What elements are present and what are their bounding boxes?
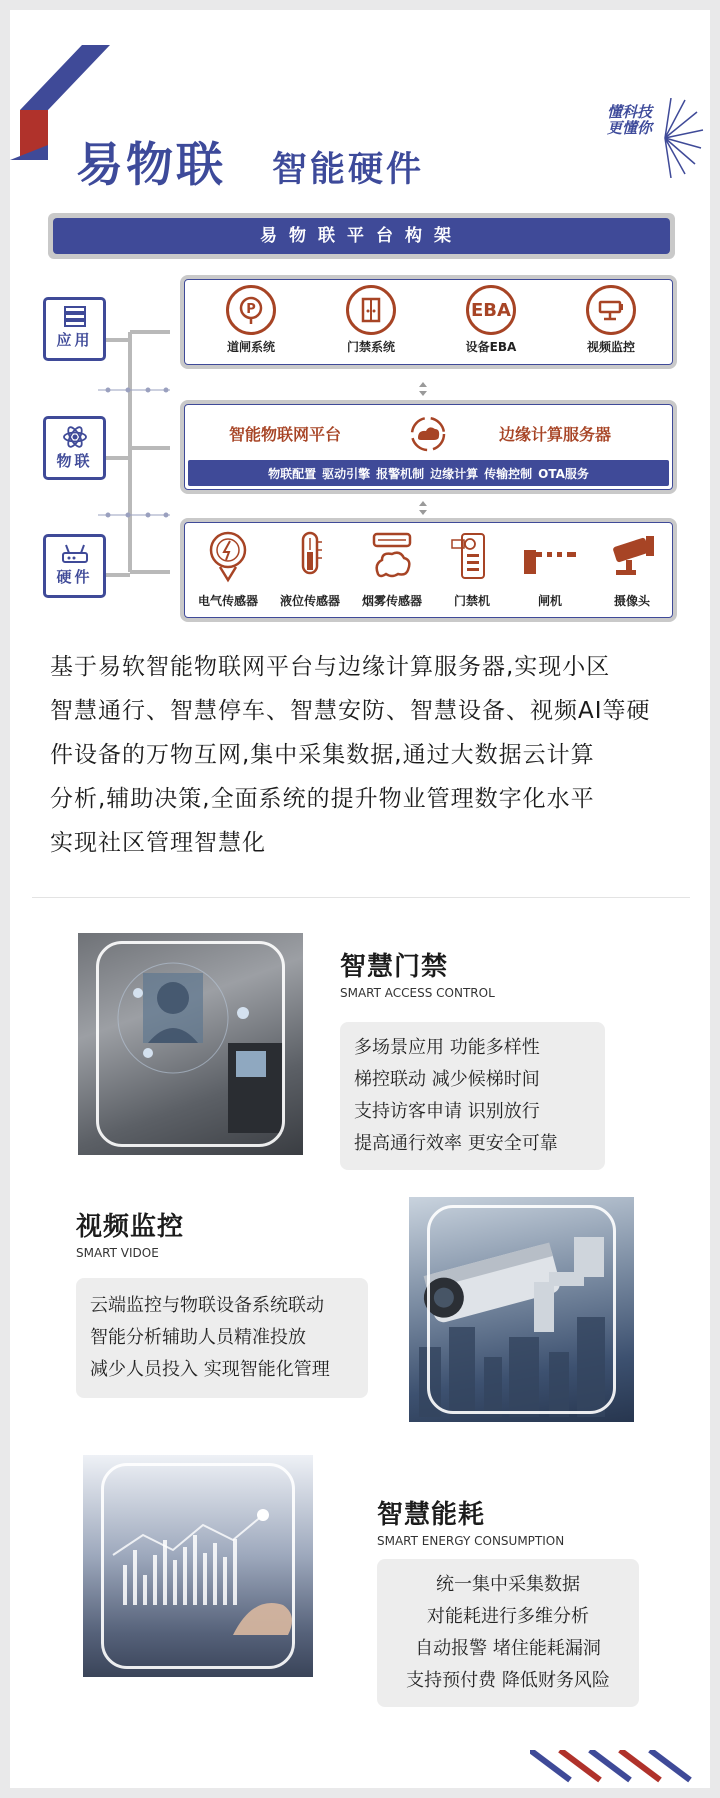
feature-box bbox=[340, 1022, 605, 1170]
router-icon bbox=[61, 543, 89, 565]
hw-label: 闸机 bbox=[537, 594, 562, 608]
layer-label-text: 物联 bbox=[56, 452, 93, 470]
app-label: 视频监控 bbox=[586, 340, 635, 354]
hw-item-electric bbox=[190, 530, 266, 609]
iot-row bbox=[180, 400, 677, 494]
feature-subtitle: SMART ACCESS CONTROL bbox=[340, 986, 495, 1000]
svg-text:P: P bbox=[246, 302, 256, 317]
description-line: 基于易软智能物联网平台与边缘计算服务器,实现小区 bbox=[50, 654, 611, 680]
access-control-photo bbox=[78, 933, 303, 1155]
slogan-line-2: 更懂你 bbox=[607, 119, 653, 137]
feature-line: 自动报警 堵住能耗漏洞 bbox=[415, 1638, 601, 1659]
layer-label-iot bbox=[43, 416, 106, 480]
iot-modules-bar bbox=[188, 460, 669, 486]
feature-line: 减少人员投入 实现智能化管理 bbox=[90, 1359, 330, 1380]
feature-line: 统一集中采集数据 bbox=[436, 1574, 580, 1595]
hw-label: 摄像头 bbox=[613, 594, 650, 608]
access-terminal-icon bbox=[450, 530, 494, 584]
layer-label-hardware bbox=[43, 534, 106, 598]
feature-line: 云端监控与物联设备系统联动 bbox=[90, 1295, 324, 1316]
description-line: 智慧通行、智慧停车、智慧安防、智慧设备、视频AI等硬 bbox=[50, 698, 651, 724]
app-label: 门禁系统 bbox=[346, 340, 395, 354]
feature-line: 梯控联动 减少候梯时间 bbox=[354, 1069, 540, 1090]
hw-label: 电气传感器 bbox=[197, 594, 258, 608]
app-label: 道闸系统 bbox=[226, 340, 275, 354]
app-label: 设备EBA bbox=[465, 340, 517, 354]
iot-platform-label: 智能物联网平台 bbox=[229, 425, 342, 444]
module-label: 物联配置 bbox=[268, 466, 317, 481]
feature-subtitle: SMART ENERGY CONSUMPTION bbox=[377, 1534, 565, 1548]
architecture-title: 易物联平台构架 bbox=[53, 218, 670, 254]
feature-box bbox=[76, 1278, 368, 1398]
level-sensor-icon bbox=[288, 530, 332, 584]
feature-box bbox=[377, 1559, 639, 1707]
server-icon bbox=[62, 306, 88, 328]
parking-icon bbox=[226, 285, 276, 335]
hw-label: 液位传感器 bbox=[279, 594, 340, 608]
smoke-sensor-icon bbox=[368, 530, 416, 584]
product-title: 智能硬件 bbox=[272, 149, 425, 190]
description bbox=[50, 645, 680, 865]
door-icon bbox=[346, 285, 396, 335]
module-label: 报警机制 bbox=[376, 466, 425, 481]
poster bbox=[10, 10, 710, 1788]
hw-item-smoke bbox=[354, 530, 430, 609]
layer-label-application bbox=[43, 297, 106, 361]
energy-photo bbox=[83, 1455, 313, 1677]
hw-item-barrier bbox=[512, 530, 588, 609]
barrier-gate-icon bbox=[520, 530, 580, 584]
description-line: 件设备的万物互网,集中采集数据,通过大数据云计算 bbox=[50, 742, 595, 768]
arrow-connector bbox=[418, 382, 428, 396]
feature-line: 支持预付费 降低财务风险 bbox=[406, 1670, 610, 1691]
feature-title: 智慧门禁 bbox=[340, 952, 449, 982]
feature-line: 支持访客申请 识别放行 bbox=[354, 1101, 540, 1122]
layer-label-text: 应用 bbox=[56, 331, 93, 349]
edge-server-label: 边缘计算服务器 bbox=[499, 425, 612, 444]
description-line: 实现社区管理智慧化 bbox=[50, 830, 266, 856]
feature-line: 智能分析辅助人员精准投放 bbox=[90, 1327, 306, 1348]
electric-sensor-icon bbox=[206, 530, 250, 584]
hw-item-terminal bbox=[434, 530, 510, 609]
cloud-hub-icon bbox=[406, 414, 450, 454]
feature-subtitle: SMART VIDOE bbox=[76, 1246, 159, 1260]
module-label: 传输控制 bbox=[484, 466, 533, 481]
module-label: 驱动引擎 bbox=[322, 466, 371, 481]
feature-title: 智慧能耗 bbox=[377, 1500, 486, 1530]
module-label: OTA服务 bbox=[538, 466, 589, 481]
app-item-eba bbox=[446, 285, 536, 355]
app-item-access bbox=[326, 285, 416, 355]
feature-line: 多场景应用 功能多样性 bbox=[354, 1037, 540, 1058]
feature-line: 提高通行效率 更安全可靠 bbox=[354, 1133, 558, 1154]
feature-title: 视频监控 bbox=[76, 1212, 185, 1242]
hw-label: 烟雾传感器 bbox=[361, 594, 422, 608]
hardware-row bbox=[180, 518, 677, 622]
hw-label: 门禁机 bbox=[453, 594, 490, 608]
app-item-video bbox=[566, 285, 656, 355]
hw-item-level bbox=[272, 530, 348, 609]
surveillance-photo bbox=[409, 1197, 634, 1422]
architecture-banner bbox=[48, 213, 675, 259]
app-item-gate bbox=[206, 285, 296, 355]
application-row bbox=[180, 275, 677, 369]
brand-title: 易物联 bbox=[76, 138, 226, 193]
feature-line: 对能耗进行多维分析 bbox=[427, 1606, 589, 1627]
camera-icon bbox=[586, 285, 636, 335]
module-label: 边缘计算 bbox=[430, 466, 479, 481]
slogan-line-1: 懂科技 bbox=[607, 103, 653, 121]
arrow-connector bbox=[418, 501, 428, 515]
eba-icon: EBA bbox=[466, 285, 516, 335]
camera-icon bbox=[602, 530, 662, 584]
hw-item-camera bbox=[594, 530, 670, 609]
footer-stripe-decoration bbox=[530, 1750, 710, 1788]
section-divider bbox=[32, 897, 690, 898]
slogan bbox=[607, 104, 652, 136]
description-line: 分析,辅助决策,全面系统的提升物业管理数字化水平 bbox=[50, 786, 595, 812]
layer-label-text: 硬件 bbox=[56, 568, 93, 586]
atom-icon bbox=[62, 425, 88, 449]
